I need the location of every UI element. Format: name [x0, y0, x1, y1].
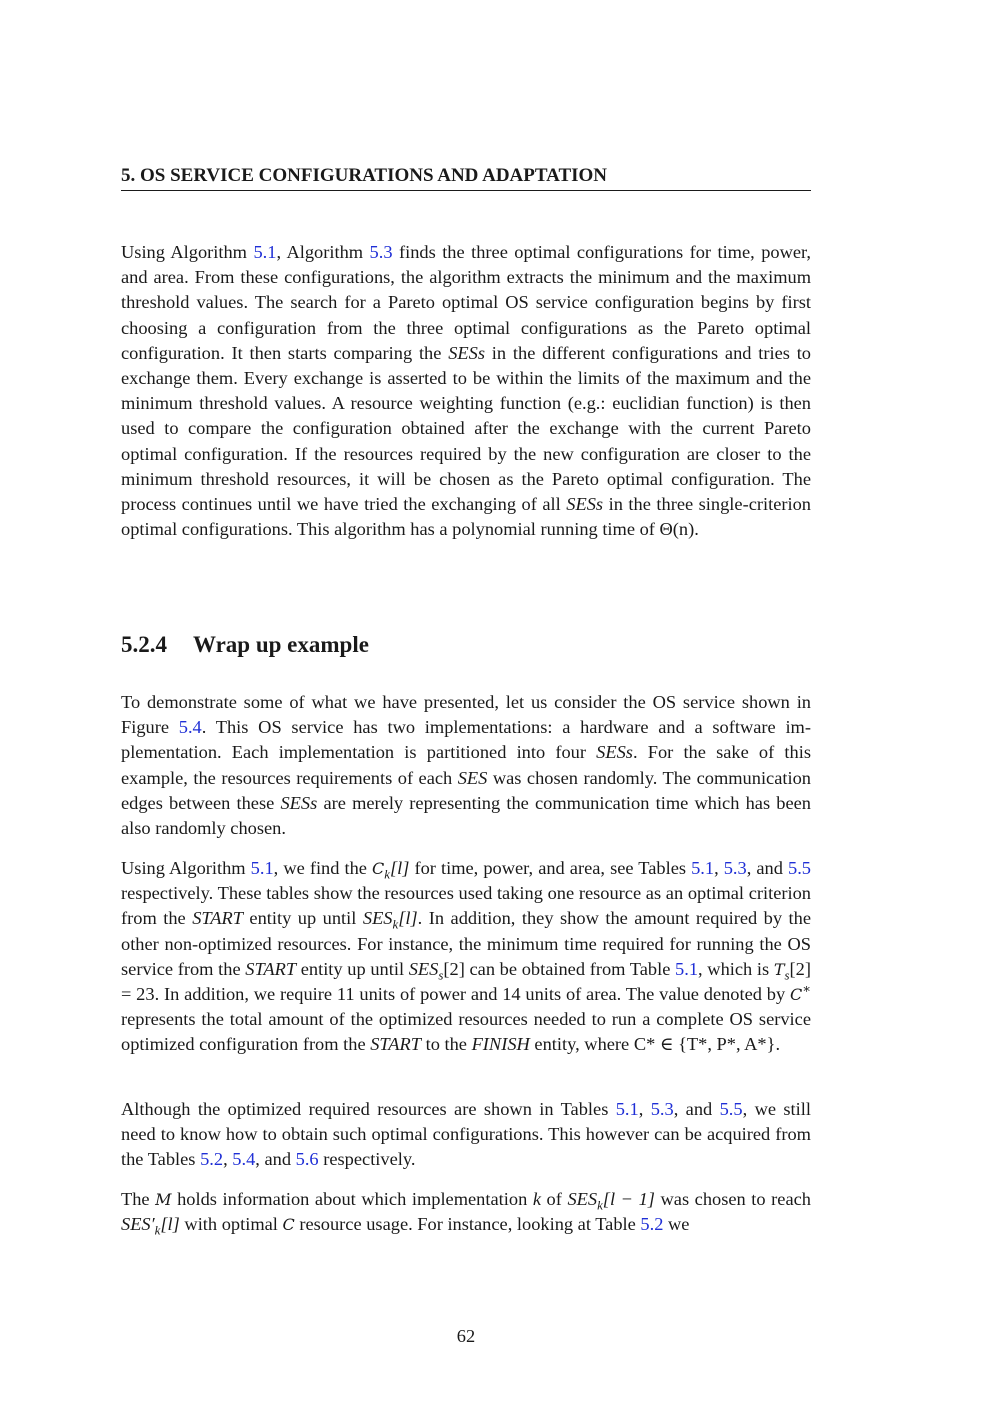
- paragraph-pareto-algorithm: [121, 240, 811, 542]
- math-sess: SESs: [596, 742, 633, 763]
- section-title: Wrap up example: [193, 632, 369, 657]
- text: with optimal: [179, 1214, 283, 1235]
- section-number: 5.2.4: [121, 632, 167, 657]
- text: can be obtained from Table: [464, 958, 676, 979]
- math-sub: s: [784, 968, 790, 983]
- math-c: C: [282, 1215, 295, 1235]
- math-ses: SES: [408, 958, 439, 979]
- text: , and: [255, 1149, 296, 1170]
- table-ref-5-5[interactable]: 5.5: [719, 1099, 743, 1119]
- text: in the three single-criterion optimal configurations. This algorithm has a polynomial running time of: [121, 494, 811, 540]
- math-sub: k: [154, 1223, 161, 1238]
- text: we: [663, 1214, 690, 1235]
- math-sub: k: [384, 867, 390, 882]
- math-sub: s: [438, 968, 444, 983]
- math-ses: SES: [362, 908, 393, 929]
- math-index: [l]: [160, 1214, 180, 1235]
- text: entity up until: [296, 958, 409, 979]
- math-expression: [2] = 23: [121, 958, 811, 1005]
- math-index: [2]: [443, 958, 465, 979]
- math-theta-n: Θ(n): [659, 519, 695, 540]
- math-k: k: [532, 1189, 541, 1209]
- table-ref-5-3[interactable]: 5.3: [723, 858, 747, 878]
- math-t: T: [773, 959, 785, 979]
- table-ref-5-6[interactable]: 5.6: [295, 1149, 319, 1170]
- text: , and: [673, 1099, 720, 1119]
- math-sup: ∗: [802, 981, 811, 996]
- paragraph-optimal-configurations: [121, 1097, 811, 1173]
- text: respectively.: [318, 1149, 416, 1170]
- table-ref-5-4[interactable]: 5.4: [232, 1149, 256, 1170]
- algorithm-ref-5-1[interactable]: 5.1: [250, 858, 274, 878]
- text: Using Algorithm: [121, 242, 254, 262]
- paragraph-algorithm-results: [121, 856, 811, 1058]
- math-index: [l]: [398, 908, 418, 929]
- math-c: C: [372, 859, 385, 878]
- text: .: [775, 1034, 781, 1055]
- text: , we still need to know how to obtain such optimal configurations. This however can be acquired from the Tables: [121, 1099, 811, 1170]
- math-finish: FINISH: [471, 1034, 530, 1055]
- text: to the: [421, 1034, 472, 1055]
- text: ,: [714, 858, 724, 878]
- table-ref-5-2[interactable]: 5.2: [640, 1214, 664, 1235]
- text: The: [121, 1189, 156, 1209]
- number: 11: [336, 984, 355, 1005]
- table-ref-5-2[interactable]: 5.2: [200, 1149, 224, 1170]
- math-ses: SES: [457, 767, 488, 788]
- text: . In addition, we require: [154, 984, 337, 1005]
- text: respectively. These tables show the resources used taking one resource as an optimal criterion from the: [121, 883, 811, 929]
- table-ref-5-1[interactable]: 5.1: [615, 1099, 639, 1119]
- text: , and: [746, 858, 788, 878]
- text: entity, where: [529, 1034, 634, 1055]
- text: . In addition, they show the amount required by the other non-optimized resources. For instance, the minimum time required for running the OS service from the: [121, 908, 812, 979]
- text: ,: [223, 1149, 233, 1170]
- page-number: 62: [456, 1326, 476, 1346]
- math-sub: k: [597, 1198, 603, 1213]
- text: units of area. The value denoted by: [520, 984, 790, 1005]
- math-index: [l]: [390, 858, 410, 878]
- math-c: C: [789, 985, 803, 1005]
- text: , Algorithm: [276, 242, 370, 262]
- number: 14: [502, 984, 521, 1005]
- text: Using Algorithm: [121, 858, 251, 878]
- text: in the different configurations and tries to exchange them. Every exchange is asserted to be within the limits of the maximum and the minimum threshold values. A resource weighting function (e.g.: euclidian function) is then used to compare the configuration obtained after the exchange with the current Pareto optimal configuration. If the resources required by the new configuration are closer to the minimum threshold resources, it will be chosen as the Pareto optimal configuration. The process continues until we have tried the exchanging of all: [121, 342, 812, 515]
- text: ,: [638, 1099, 651, 1119]
- math-set: C* ∈ {T*, P*, A*}: [633, 1034, 776, 1055]
- text: Although the optimized required resources are shown in Tables: [121, 1099, 616, 1119]
- math-index: [l − 1]: [602, 1189, 655, 1209]
- text: entity up until: [242, 908, 363, 929]
- math-sub: k: [392, 918, 399, 933]
- text: holds information about which implementation: [171, 1189, 533, 1209]
- text: represents the total amount of the optimized resources needed to run a complete OS service optimized configuration from the: [121, 1009, 811, 1055]
- text: , which is: [698, 958, 774, 979]
- math-ses-prime: SES′: [121, 1214, 155, 1235]
- running-header: 5. OS SERVICE CONFIGURATIONS AND ADAPTATION: [121, 165, 811, 191]
- math-m: M: [155, 1190, 172, 1209]
- algorithm-ref-5-1[interactable]: 5.1: [253, 242, 277, 262]
- math-sess: SESs: [280, 792, 318, 813]
- text: units of power and: [354, 984, 503, 1005]
- text: was chosen randomly. The communication edges between these: [121, 767, 811, 813]
- table-ref-5-1[interactable]: 5.1: [691, 858, 715, 878]
- table-ref-5-3[interactable]: 5.3: [650, 1099, 674, 1119]
- figure-ref-5-4[interactable]: 5.4: [178, 717, 202, 738]
- text: .: [694, 519, 699, 540]
- text: for time, power, and area, see Tables: [409, 858, 692, 878]
- math-sess: SESs: [448, 342, 486, 363]
- math-start: START: [192, 908, 243, 929]
- math-sess: SESs: [566, 494, 604, 515]
- algorithm-ref-5-3[interactable]: 5.3: [369, 242, 393, 262]
- section-heading: [121, 631, 369, 659]
- text: are merely representing the communication time which has been also randomly chosen.: [121, 792, 811, 839]
- table-ref-5-5[interactable]: 5.5: [788, 858, 811, 878]
- text: resource usage. For instance, looking at Table: [294, 1214, 641, 1235]
- math-start: START: [370, 1034, 421, 1055]
- text: was chosen to reach: [654, 1189, 811, 1209]
- text: of: [541, 1189, 568, 1209]
- table-ref-5-1[interactable]: 5.1: [675, 958, 699, 979]
- text: To demonstrate some of what we have presented, let us consider the OS service shown in Figure: [121, 692, 811, 738]
- text: finds the three optimal configurations for time, power, and area. From these configurations, the algorithm extracts the minimum and the maximum threshold values. The search for a Pareto optimal OS service configuration begins by first choosing a configuration from the three optimal configurations as the Pareto optimal configuration. It then starts comparing the: [121, 242, 812, 363]
- paragraph-m-matrix: [121, 1187, 811, 1237]
- paragraph-demonstration: [121, 690, 811, 841]
- text: , we find the: [273, 858, 373, 878]
- text: . This OS service has two implementations: a hardware and a software implementation. Each implementation is partitioned into four: [121, 717, 811, 763]
- math-ses: SES: [567, 1189, 598, 1209]
- math-start: START: [245, 958, 297, 979]
- text: . For the sake of this example, the resources requirements of each: [121, 742, 811, 788]
